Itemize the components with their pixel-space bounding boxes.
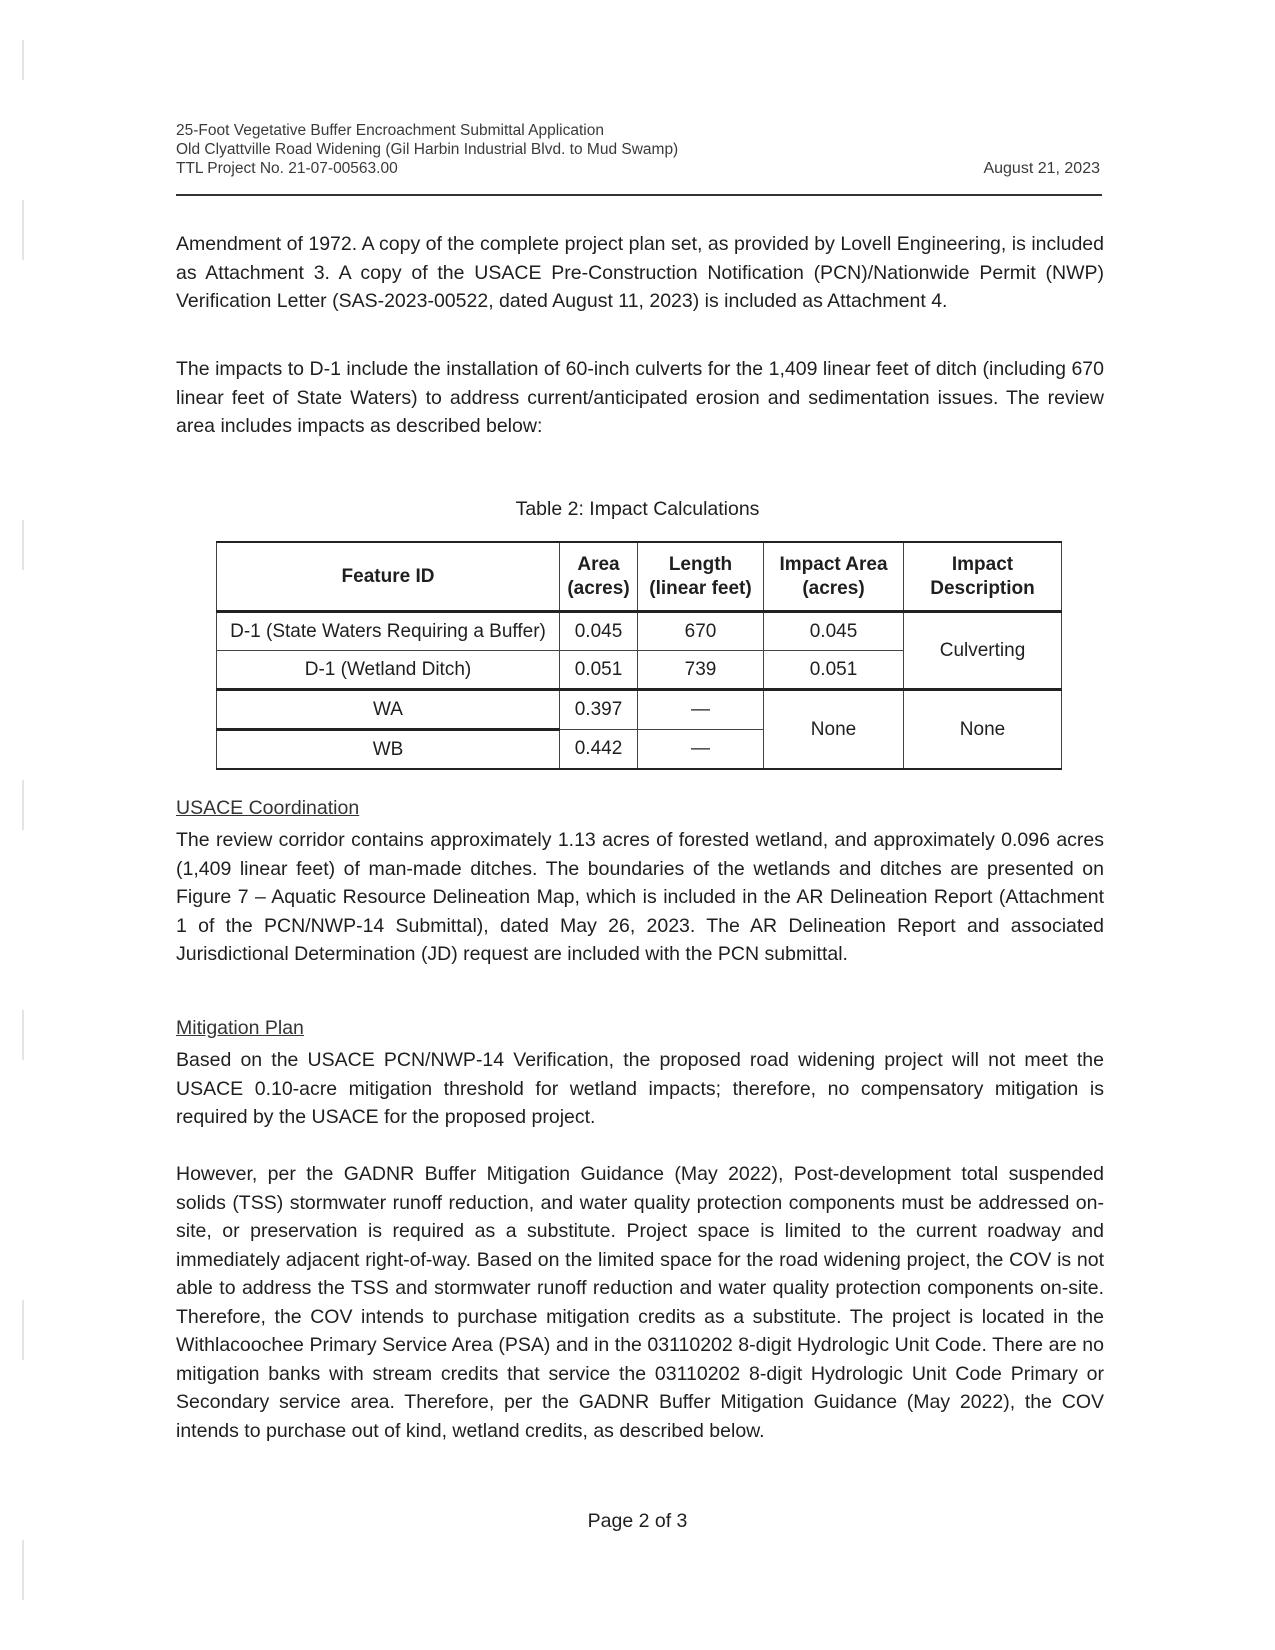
page-header — [176, 121, 1100, 178]
cell-impact-area: 0.051 — [764, 651, 904, 690]
cell-feature: WA — [217, 690, 560, 730]
cell-area: 0.442 — [560, 730, 638, 770]
cell-feature: D-1 (Wetland Ditch) — [217, 651, 560, 690]
cell-impact-description: None — [904, 690, 1062, 770]
scan-margin-mark — [22, 1010, 24, 1060]
header-date: August 21, 2023 — [983, 160, 1100, 177]
scan-margin-mark — [22, 200, 24, 260]
header-title-line: 25-Foot Vegetative Buffer Encroachment Submittal Application — [176, 122, 604, 139]
cell-area: 0.051 — [560, 651, 638, 690]
table-row — [217, 612, 1062, 651]
col-header-area: Area (acres) — [560, 542, 638, 612]
paragraph-impacts: The impacts to D-1 include the installation of 60-inch culverts for the 1,409 linear feet of ditch (including 670 linear feet of State Waters) to address current/anticipated erosion and sedimentation issues. The review area includes impacts as described below: — [176, 358, 1104, 437]
table-caption: Table 2: Impact Calculations — [515, 498, 760, 520]
scan-margin-mark — [22, 1300, 24, 1360]
paragraph-mitigation-threshold: Based on the USACE PCN/NWP-14 Verification, the proposed road widening project will not meet the USACE 0.10-acre mitigation threshold for wetland impacts; therefore, no compensatory mitigation is required by the USACE for the proposed project. — [176, 1049, 1104, 1128]
cell-length: — — [638, 690, 764, 730]
table-row — [217, 690, 1062, 730]
col-header-feature-id: Feature ID — [217, 542, 560, 612]
cell-length: 670 — [638, 612, 764, 651]
header-project-number: TTL Project No. 21-07-00563.00 — [176, 160, 398, 177]
impact-table — [216, 541, 1062, 770]
cell-impact-area: None — [764, 690, 904, 770]
cell-impact-description: Culverting — [904, 612, 1062, 690]
cell-length: 739 — [638, 651, 764, 690]
paragraph-attachments: Amendment of 1972. A copy of the complete project plan set, as provided by Lovell Engineering, is included as Attachment 3. A copy of the USACE Pre-Construction Notification (PCN)/Nationwide Permit (NWP) Verification Letter (SAS-2023-00522, dated August 11, 2023) is included as Attachment 4. — [176, 233, 1104, 312]
scan-margin-mark — [22, 40, 24, 80]
col-header-length: Length (linear feet) — [638, 542, 764, 612]
col-header-impact-area: Impact Area (acres) — [764, 542, 904, 612]
cell-area: 0.397 — [560, 690, 638, 730]
col-header-impact-description: Impact Description — [904, 542, 1062, 612]
header-project-line: Old Clyattville Road Widening (Gil Harbin Industrial Blvd. to Mud Swamp) — [176, 141, 679, 158]
cell-length: — — [638, 730, 764, 770]
scan-margin-mark — [22, 1540, 24, 1600]
header-divider — [176, 194, 1102, 196]
table-header-row — [217, 542, 1062, 612]
cell-feature: WB — [217, 730, 560, 770]
section-heading-mitigation-plan: Mitigation Plan — [176, 1017, 304, 1039]
paragraph-buffer-mitigation: However, per the GADNR Buffer Mitigation Guidance (May 2022), Post-development total suspended solids (TSS) stormwater runoff reduction, and water quality protection components must be addressed on-site, or preservation is required as a substitute. Project space is limited to the current roadway and immediately adjacent right-of-way. Based on the limited space for the road widening project, the COV is not able to address the TSS and stormwater runoff reduction and water quality protection components on-site. Therefore, the COV intends to purchase mitigation credits as a substitute. The project is located in the Withlacoochee Primary Service Area (PSA) and in the 03110202 8-digit Hydrologic Unit Code. There are no mitigation banks with stream credits that service the 03110202 8-digit Hydrologic Unit Code Primary or Secondary service area. Therefore, per the GADNR Buffer Mitigation Guidance (May 2022), the COV intends to purchase out of kind, wetland credits, as described below. — [176, 1163, 1104, 1442]
cell-feature: D-1 (State Waters Requiring a Buffer) — [217, 612, 560, 651]
section-heading-usace-coordination: USACE Coordination — [176, 797, 360, 819]
scan-margin-mark — [22, 520, 24, 570]
cell-impact-area: 0.045 — [764, 612, 904, 651]
paragraph-usace-coordination: The review corridor contains approximately 1.13 acres of forested wetland, and approximately 0.096 acres (1,409 linear feet) of man-made ditches. The boundaries of the wetlands and ditches are presented on Figure 7 – Aquatic Resource Delineation Map, which is included in the AR Delineation Report (Attachment 1 of the PCN/NWP-14 Submittal), dated May 26, 2023. The AR Delineation Report and associated Jurisdictional Determination (JD) request are included with the PCN submittal. — [176, 829, 1104, 965]
cell-area: 0.045 — [560, 612, 638, 651]
page-number: Page 2 of 3 — [587, 1510, 688, 1532]
scan-margin-mark — [22, 780, 24, 830]
